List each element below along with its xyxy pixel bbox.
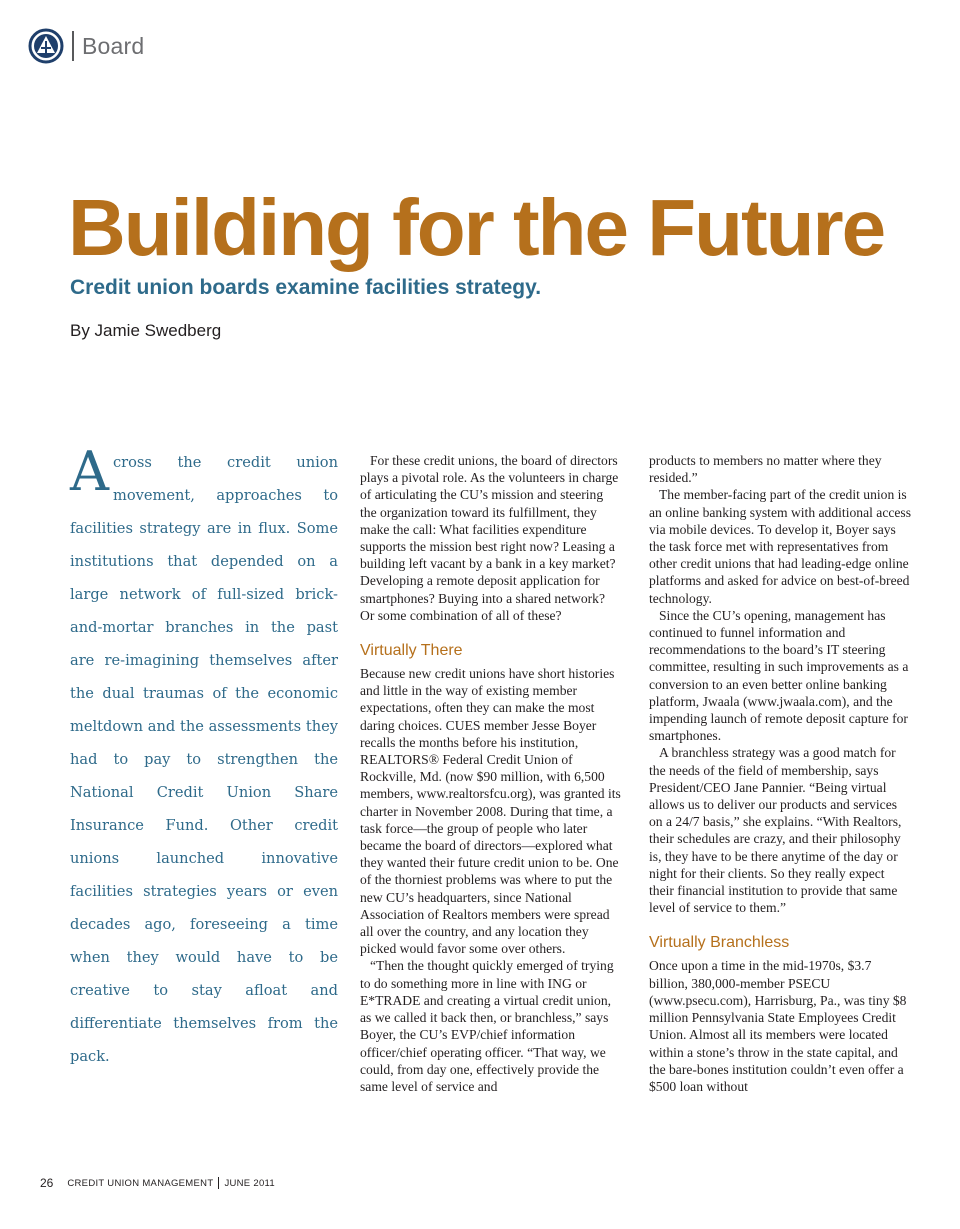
section-label: Board <box>82 32 145 59</box>
article-subtitle: Credit union boards examine facilities strategy. <box>70 276 542 299</box>
header-divider <box>72 31 74 61</box>
drop-cap: A <box>70 440 109 503</box>
body-paragraph: The member-facing part of the credit union is an online banking system with additional access via mobile devices. To develop it, Boyer says the task force met with representatives from other credit unions that had leading-edge online platforms and asked for advice on best-of-breed technology. <box>649 487 911 606</box>
body-paragraph: Because new credit unions have short histories and little in the way of existing member expectations, often they can make the most daring choices. CUES member Jesse Boyer recalls the months before his institution, REALTORS® Federal Credit Union of Rockville, Md. (now $90 million, with 6,500 members, www.realtorsfcu.org), was granted its charter in November 2008. During that time, a task force—the group of people who later became the board of directors—explored what they wanted their future credit union to be. One of the thorniest problems was where to put the new CU’s headquarters, since National Association of Realtors members were spread all over the country, and any location they picked would favor some over others. <box>360 666 621 957</box>
article-byline: By Jamie Swedberg <box>70 321 222 340</box>
body-paragraph: products to members no matter where they resided.” <box>649 453 882 486</box>
intro-column <box>70 440 338 1073</box>
intro-paragraph: cross the credit union movement, approaches to facilities strategy are in flux. Some institutions that depended on a large network of full-sized brick-and-mortar branches in the past are re-imagining themselves after the dual traumas of the economic meltdown and the assessments they had to pay to strengthen the National Credit Union Share Insurance Fund. Other credit unions launched innovative facilities strategies years or even decades ago, foreseeing a time when they would have to be creative to stay afloat and differentiate themselves from the pack. <box>70 454 338 1065</box>
body-paragraph: “Then the thought quickly emerged of trying to do something more in line with ING or E*TRADE and creating a virtual credit union, as we called it back then, or branchless,” says Boyer, the CU’s EVP/chief information officer/chief operating officer. “That way, we could, from day one, effectively provide the same level of service and <box>360 958 614 1094</box>
magazine-name: CREDIT UNION MANAGEMENT <box>67 1177 214 1189</box>
article-title: Building for the Future <box>68 183 885 272</box>
body-column-2 <box>360 452 622 1095</box>
body-paragraph: Since the CU’s opening, management has continued to funnel information and recommendations to the board’s IT steering committee, resulting in such improvements as a conversion to an even better online banking platform, Jwaala (www.jwaala.com), and the impending launch of remote deposit capture for smartphones. <box>649 607 909 744</box>
body-column-3 <box>649 452 911 1095</box>
body-paragraph: For these credit unions, the board of directors plays a pivotal role. As the volunteers in charge of articulating the CU’s mission and steering the organization toward its fulfillment, they make the call: What facilities expenditure supports the mission best right now? Leasing a building left vacant by a bank in a key market? Developing a remote deposit application for smartphones? Buying into a shared network? Or some combination of all of these? <box>360 453 619 623</box>
section-header <box>28 28 144 64</box>
cues-logo-icon <box>28 28 64 64</box>
body-paragraph: A branchless strategy was a good match for the needs of the field of membership, says President/CEO Jane Pannier. “Being virtual allows us to deliver our products and services on a 24/7 basis,” she explains. “With Realtors, their schedules are crazy, and their philosophy is, they have to be there anytime of the day or night for their clients. So they really expect their financial institution to provide that same level of service to them.” <box>649 745 902 916</box>
page-number: 26 <box>40 1176 54 1190</box>
footer-divider <box>218 1177 219 1189</box>
section-heading-virtually-there: Virtually There <box>360 642 463 660</box>
page-footer <box>40 1176 275 1190</box>
section-heading-virtually-branchless: Virtually Branchless <box>649 934 790 952</box>
body-paragraph: Once upon a time in the mid-1970s, $3.7 billion, 380,000-member PSECU (www.psecu.com), Harrisburg, Pa., was tiny $8 million Pennsylvania State Employees Credit Union. Almost all its members were located within a stone’s throw in the state capital, and the bare-bones institution couldn’t even offer a $500 loan without <box>649 958 907 1094</box>
issue-date: JUNE 2011 <box>224 1177 276 1189</box>
